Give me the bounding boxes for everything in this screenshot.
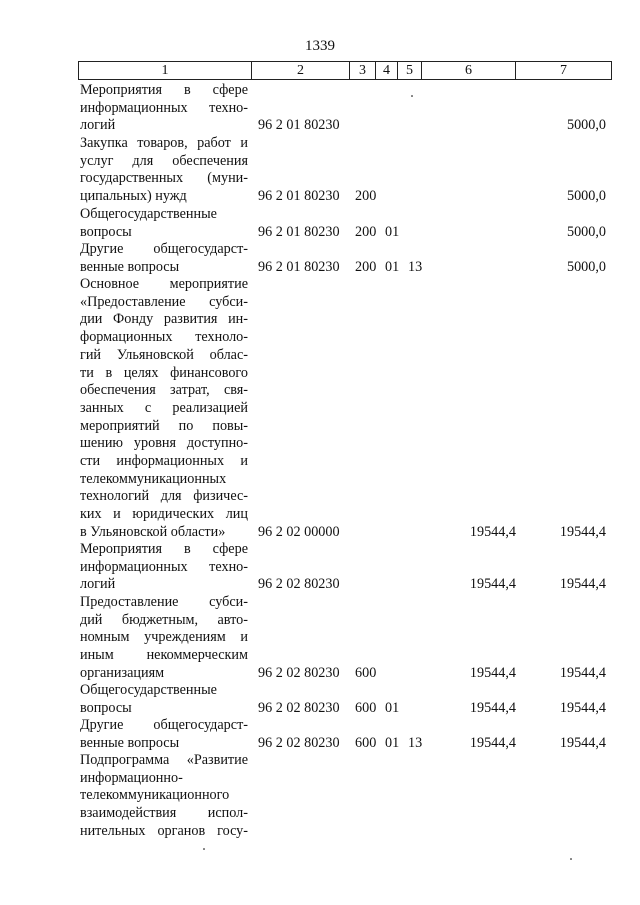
row-col-7: 5000,0 [566, 117, 606, 134]
row-col-3: 600 [355, 699, 377, 716]
row-name: Мероприятия в сфере информационных техно- логий [80, 82, 248, 134]
row-col-6: 19544,4 [469, 576, 516, 593]
row-col-7: 19544,4 [559, 576, 606, 593]
header-col-5: 5 [397, 62, 421, 79]
row-code: 96 2 02 80230 [258, 664, 340, 681]
row-col-7: 5000,0 [566, 258, 606, 275]
row-col-4: 01 [385, 223, 400, 240]
row-col-3: 600 [355, 734, 377, 751]
row-col-6: 19544,4 [469, 734, 516, 751]
scan-speck [570, 858, 572, 860]
header-col-2: 2 [251, 62, 349, 79]
row-name: Основное мероприятие «Предоставление субси- дии Фонду развития ин- формационных техноло- гий Ульяновской облас- ти в целях финансового обеспечения затрат, свя- занных с реализацией мероприятий по повы- шению уровня доступно- сти информационных и телекоммуникационных технологий для физичес- ких и юридических лиц в Ульяновской области» [80, 276, 248, 540]
row-code: 96 2 02 80230 [258, 576, 340, 593]
row-code: 96 2 02 80230 [258, 699, 340, 716]
row-name: Мероприятия в сфере информационных техно- логий [80, 541, 248, 593]
row-name: Другие общегосударст- венные вопросы [80, 717, 248, 751]
row-col-7: 19544,4 [559, 699, 606, 716]
row-col-7: 19544,4 [559, 664, 606, 681]
row-name: Подпрограмма «Развитие информационно- телекоммуникационного взаимодействия испол- нительных органов госу- [80, 752, 248, 839]
row-col-3: 600 [355, 664, 377, 681]
row-col-4: 01 [385, 699, 400, 716]
row-col-7: 5000,0 [566, 188, 606, 205]
header-col-6: 6 [421, 62, 515, 79]
scan-speck [411, 95, 413, 97]
row-code: 96 2 01 80230 [258, 188, 340, 205]
row-col-4: 01 [385, 258, 400, 275]
row-code: 96 2 02 80230 [258, 734, 340, 751]
header-col-3: 3 [349, 62, 375, 79]
row-name: Другие общегосударст- венные вопросы [80, 241, 248, 275]
header-col-7: 7 [515, 62, 611, 79]
row-col-7: 19544,4 [559, 523, 606, 540]
row-col-7: 19544,4 [559, 734, 606, 751]
header-col-1: 1 [161, 63, 169, 78]
row-col-6: 19544,4 [469, 523, 516, 540]
row-code: 96 2 01 80230 [258, 258, 340, 275]
row-name: Закупка товаров, работ и услуг для обеспечения государственных (муни- ципальных) нужд [80, 135, 248, 205]
row-col-3: 200 [355, 258, 377, 275]
row-name: Общегосударственные вопросы [80, 206, 217, 240]
page-number: 1339 [305, 38, 335, 54]
scan-speck [203, 848, 205, 850]
row-col-6: 19544,4 [469, 664, 516, 681]
row-name: Общегосударственные вопросы [80, 682, 217, 716]
row-code: 96 2 01 80230 [258, 117, 340, 134]
row-col-7: 5000,0 [566, 223, 606, 240]
row-col-3: 200 [355, 223, 377, 240]
row-col-4: 01 [385, 734, 400, 751]
row-name: Предоставление субси- дий бюджетным, авто- номным учреждениям и иным некоммерческим организациям [80, 594, 248, 681]
row-code: 96 2 01 80230 [258, 223, 340, 240]
row-col-6: 19544,4 [469, 699, 516, 716]
row-col-3: 200 [355, 188, 377, 205]
header-col-4: 4 [375, 62, 397, 79]
row-col-5: 13 [408, 258, 423, 275]
row-code: 96 2 02 00000 [258, 523, 340, 540]
row-col-5: 13 [408, 734, 423, 751]
